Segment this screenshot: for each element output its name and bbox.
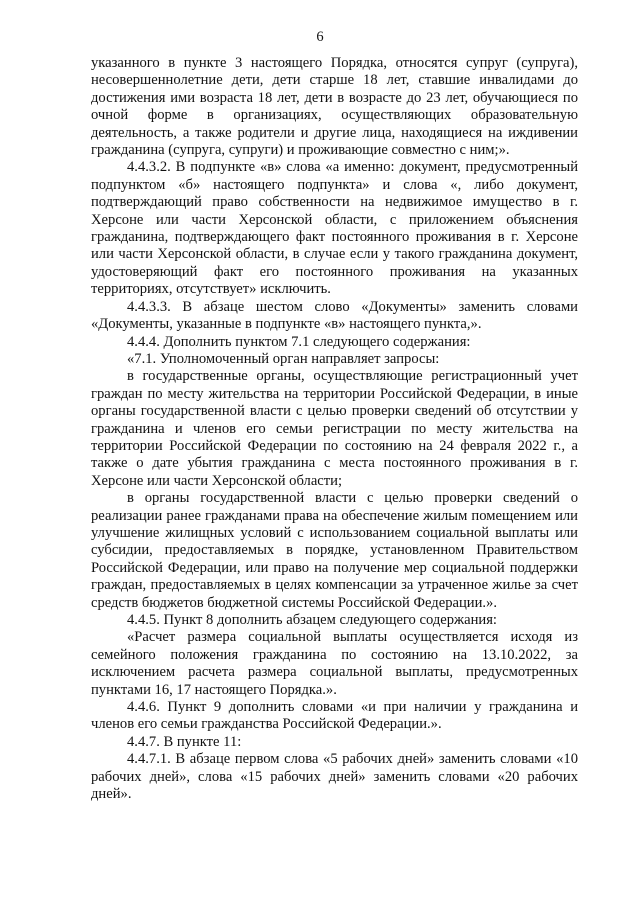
paragraph-7-1-housing-requests: в органы государственной власти с целью проверки сведений о реализации ранее гражданами права на обеспечение жилым помещением или улучшение жилищных условий с использованием социальной выплаты или субсидии, предоставляемых в порядке, установленном Правительством Российской Федерации, или право на получение мер социальной поддержки граждан, предоставляемых в целях компенсации за утраченное жилье за счет средств бюджетов бюджетной системы Российской Федерации.».	[91, 490, 578, 611]
paragraph-7-1-registration-requests: в государственные органы, осуществляющие регистрационный учет граждан по месту жительства на территории Российской Федерации, в иные органы государственной власти с целью проверки сведений об отсутствии у гражданина и членов его семьи регистрации по месту жительства на территории Российской Федерации по состоянию на 24 февраля 2022 г., а также о дате убытия гражданина с места постоянного проживания в г. Херсоне или части Херсонской области;	[91, 368, 578, 489]
paragraph-payment-calculation: «Расчет размера социальной выплаты осуществляется исходя из семейного положения гражданина по состоянию на 13.10.2022, за исключением расчета размера социальной выплаты, предусмотренных пунктами 16, 17 настоящего Порядка.».	[91, 629, 578, 698]
document-body	[91, 55, 578, 803]
paragraph-4-4-3-3: 4.4.3.3. В абзаце шестом слово «Документы» заменить словами «Документы, указанные в подпункте «в» настоящего пункта,».	[91, 298, 578, 333]
page-number: 6	[316, 29, 324, 45]
paragraph-4-4-3-2: 4.4.3.2. В подпункте «в» слова «а именно: документ, предусмотренный подпунктом «б» настоящего подпункта» и слова «, либо документ, подтверждающий право собственности на недвижимое имущество в г. Херсоне или части Херсонской области, с приложением объяснения гражданина, подтверждающего факт постоянного проживания в г. Херсоне или части Херсонской области, в случае если у такого гражданина документ, удостоверяющий факт его постоянного проживания на указанных территориях, отсутствует» исключить.	[91, 159, 578, 298]
paragraph-4-4-5: 4.4.5. Пункт 8 дополнить абзацем следующего содержания:	[127, 612, 497, 628]
paragraph-4-4-6: 4.4.6. Пункт 9 дополнить словами «и при наличии у гражданина и членов его семьи гражданства Российской Федерации.».	[91, 699, 578, 733]
paragraph-7-1-heading: «7.1. Уполномоченный орган направляет запросы:	[127, 350, 440, 367]
paragraph-4-4-7: 4.4.7. В пункте 11:	[127, 733, 242, 750]
paragraph-continuation: указанного в пункте 3 настоящего Порядка, относятся супруг (супруга), несовершеннолетние дети, дети старше 18 лет, ставшие инвалидами до достижения ими возраста 18 лет, дети в возрасте до 23 лет, обучающиеся по очной форме в организациях, осуществляющих образовательную деятельность, а также родители и другие лица, находящиеся на иждивении гражданина (супруга, супруги) и проживающие совместно с ним;».	[91, 55, 578, 159]
paragraph-4-4-7-1: 4.4.7.1. В абзаце первом слова «5 рабочих дней» заменить словами «10 рабочих дней», слова «15 рабочих дней» заменить словами «20 рабочих дней».	[91, 751, 578, 803]
paragraph-4-4-4: 4.4.4. Дополнить пунктом 7.1 следующего содержания:	[127, 333, 471, 350]
